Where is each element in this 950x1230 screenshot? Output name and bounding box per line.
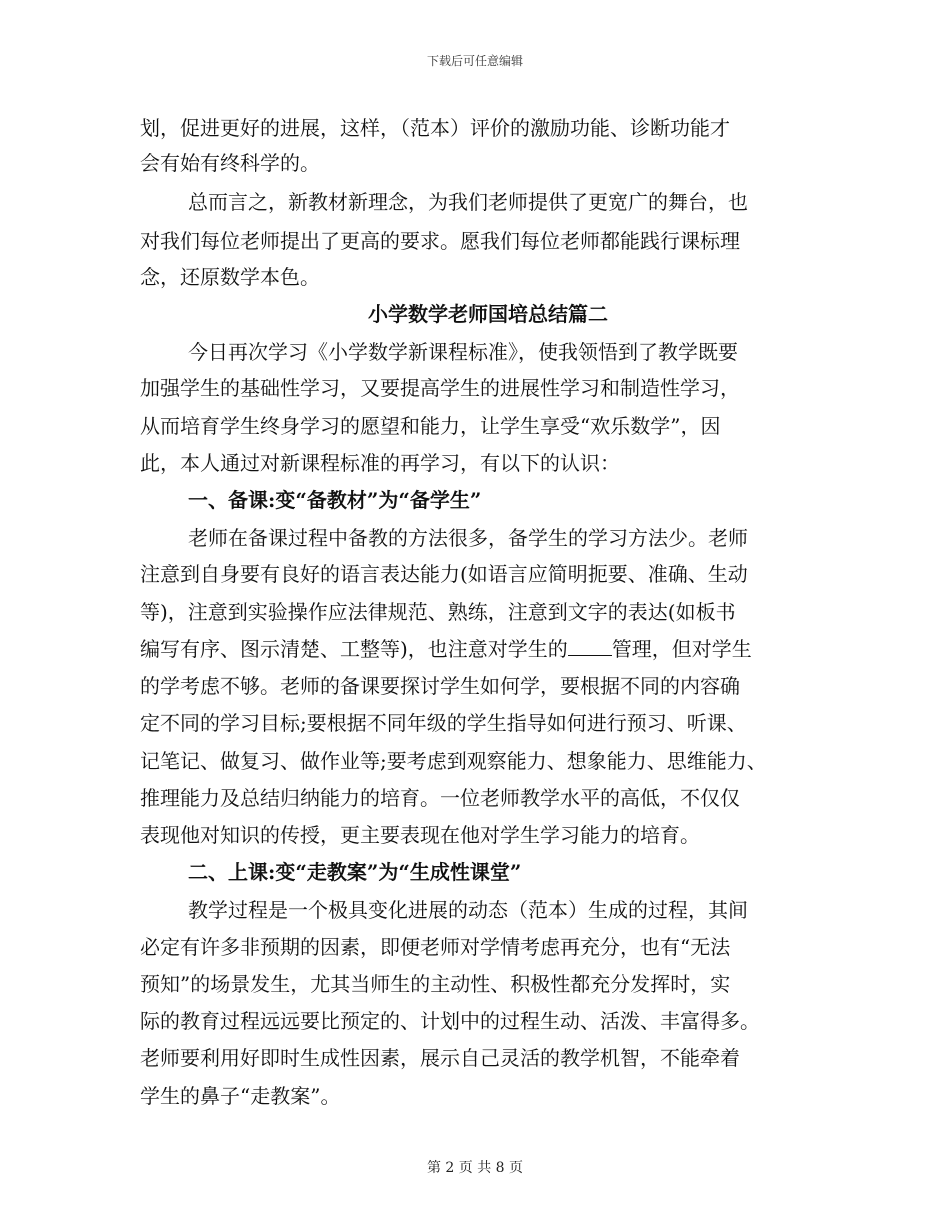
text-line: 预知”的场景发生，尤其当师生的主动性、积极性都充分发挥时，实 (140, 972, 731, 996)
text-line: 加强学生的基础性学习，又要提高学生的进展性学习和制造性学习， (140, 376, 740, 400)
subheading-preparation: 一、备课:变“备教材”为“备学生” (188, 488, 482, 512)
page-footer: 第 2 页 共 8 页 (426, 1160, 524, 1176)
text-line: 学生的鼻子“走教案”。 (140, 1084, 341, 1108)
text-line: 定不同的学习目标;要根据不同年级的学生指导如何进行预习、听课、 (140, 711, 747, 735)
section-title: 小学数学老师国培总结篇二 (368, 302, 608, 326)
text-line: 会有始有终科学的。 (140, 151, 320, 175)
fill-blank (568, 637, 612, 656)
text-line: 总而言之，新教材新理念，为我们老师提供了更宽广的舞台，也 (188, 190, 748, 214)
text-line: 的学考虑不够。老师的备课要探讨学生如何学，要根据不同的内容确 (140, 674, 740, 698)
text-line: 际的教育过程远远要比预定的、计划中的过程生动、活泼、丰富得多。 (140, 1009, 760, 1033)
page-header: 下载后可任意编辑 (426, 54, 523, 68)
text-line: 推理能力及总结归纳能力的培育。一位老师教学水平的高低，不仅仅 (140, 786, 740, 810)
text-segment: 管理，但对学生 (611, 637, 752, 661)
text-line: 记笔记、做复习、做作业等;要考虑到观察能力、想象能力、思维能力、 (140, 749, 767, 773)
text-line (140, 637, 752, 661)
text-line: 从而培育学生终身学习的愿望和能力，让学生享受“欢乐数学”，因 (140, 414, 721, 438)
text-line: 今日再次学习《小学数学新课程标准》，使我领悟到了教学既要 (188, 340, 738, 364)
text-line: 老师要利用好即时生成性因素，展示自己灵活的教学机智，不能牵着 (140, 1046, 740, 1070)
subheading-class: 二、上课:变“走教案”为“生成性课堂” (188, 860, 522, 884)
text-line: 此，本人通过对新课程标准的再学习，有以下的认识： (140, 451, 620, 475)
text-line: 必定有许多非预期的因素，即便老师对学情考虑再充分，也有“无法 (140, 935, 731, 959)
text-line: 念，还原数学本色。 (140, 265, 320, 289)
text-line: 等)，注意到实验操作应法律规范、熟练，注意到文字的表达(如板书 (140, 600, 736, 624)
text-line: 表现他对知识的传授，更主要表现在他对学生学习能力的培育。 (140, 823, 700, 847)
text-line: 教学过程是一个极具变化进展的动态（范本）生成的过程，其间 (188, 898, 748, 922)
text-line: 对我们每位老师提出了更高的要求。愿我们每位老师都能践行课标理 (140, 229, 740, 253)
text-segment: 编写有序、图示清楚、工整等)，也注意对学生的 (140, 637, 568, 661)
text-line: 老师在备课过程中备教的方法很多，备学生的学习方法少。老师 (188, 526, 748, 550)
text-line: 注意到自身要有良好的语言表达能力(如语言应简明扼要、准确、生动 (140, 562, 748, 586)
text-line: 划，促进更好的进展，这样，（范本）评价的激励功能、诊断功能才 (140, 116, 730, 140)
